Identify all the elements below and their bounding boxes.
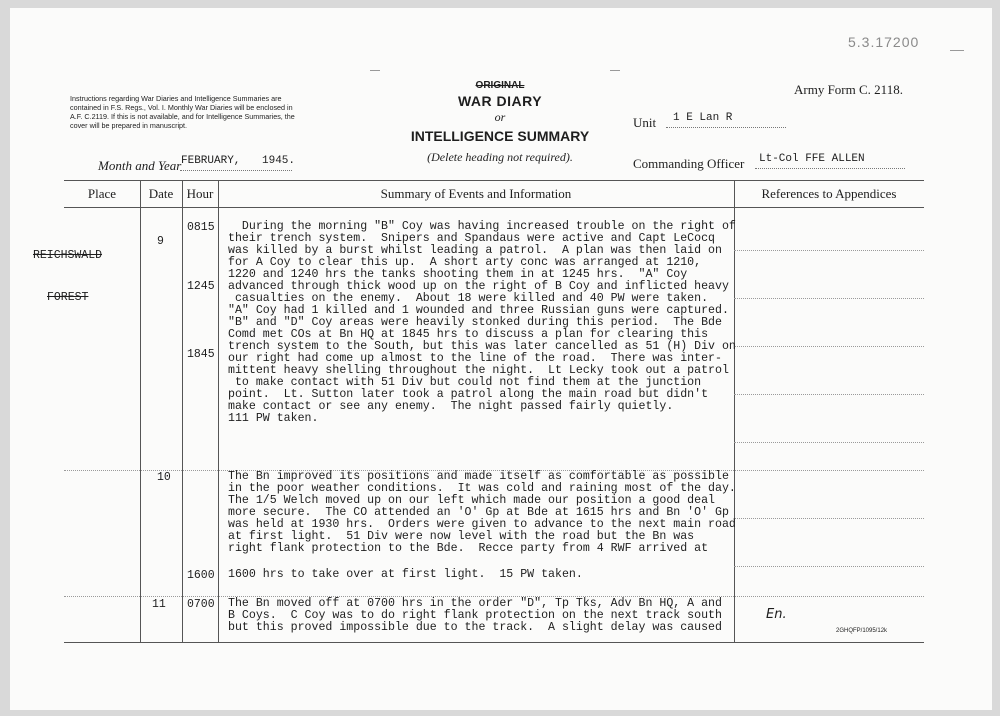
year-value: 1945. [262,155,296,167]
summary-line: During the morning "B" Coy was having increased trouble on the right of [228,220,736,233]
date-cell: 11 [152,598,166,611]
summary-line: their trench system. Snipers and Spandaus were active and Capt LeCocq [228,232,716,245]
commanding-officer-label: Commanding Officer [633,156,745,171]
summary-line: 111 PW taken. [228,412,319,425]
col-divider-hour [218,180,219,642]
date-cell: 10 [157,471,171,484]
summary-line: at first light. 51 Div were now level with the road but the Bn was [228,530,695,543]
title-delete-note: (Delete heading not required). [427,150,573,164]
unit-label: Unit [633,115,657,130]
archive-reference-number: 5.3.17200 [848,34,920,50]
summary-line: advanced through thick wood up on the right of B Coy and inflicted heavy [228,280,729,293]
unit-dotted-line [666,127,786,128]
margin-mark [610,70,620,71]
summary-line: our right had come up almost to the line of the road. There was inter- [228,352,722,365]
summary-line: but this proved impossible due to the track. A slight delay was caused [228,621,722,634]
summary-line: The 1/5 Welch moved up on our left which made our position a good deal [228,494,716,507]
print-code: 2GHQFP/1095/12k [836,628,888,634]
summary-line: "B" and "D" Coy areas were heavily stonked during this period. The Bde [228,316,722,329]
title-block [375,80,625,165]
title-or: or [494,110,506,124]
table-bottom-border [64,642,924,643]
summary-line: for A Coy to clear this up. A short arty conc was arranged at 1210, [228,256,702,269]
summary-line: point. Lt. Sutton later took a patrol along the main road but didn't [228,388,709,401]
col-divider-date [182,180,183,642]
co-dotted-line [755,168,905,169]
col-divider-place [140,180,141,642]
appendix-ruling [734,394,924,395]
month-value: FEBRUARY, [181,155,241,167]
margin-mark [370,70,380,71]
month-dotted-line [180,170,292,171]
commanding-officer-value: Lt-Col FFE ALLEN [759,153,865,165]
summary-line: mittent heavy shelling throughout the night. Lt Lecky took out a patrol [228,364,729,377]
place-line: REICHSWALD [33,249,103,262]
header-references: References to Appendices [761,186,897,201]
summary-line: was held at 1930 hrs. Orders were given to advance to the next main road [228,518,736,531]
table-header-border [64,207,924,208]
hour-cell: 0700 [187,598,215,611]
summary-line: make contact or see any enemy. The night passed fairly quietly. [228,400,674,413]
summary-line: The Bn moved off at 0700 hrs in the order "D", Tp Tks, Adv Bn HQ, A and [228,597,722,610]
summary-line: 1600 hrs to take over at first light. 15 PW taken. [228,568,583,581]
hour-cell: 1600 [187,569,215,582]
army-form-number: Army Form C. 2118. [794,82,903,97]
appendix-ruling [734,298,924,299]
appendix-ruling [734,442,924,443]
summary-line: The Bn improved its positions and made itself as comfortable as possible [228,470,729,483]
summary-line: "A" Coy had 1 killed and 1 wounded and three Russian guns were captured. [228,304,729,317]
hour-cell: 1245 [187,280,215,293]
summary-line: 1220 and 1240 hrs the tanks shooting them in at 1245 hrs. "A" Coy [228,268,688,281]
appendix-ruling [734,346,924,347]
title-intelligence-summary: INTELLIGENCE SUMMARY [410,128,590,144]
summary-line: B Coys. C Coy was to do right flank protection on the next track south [228,609,722,622]
place-line: FOREST [47,291,89,304]
appendix-ruling [734,566,924,567]
summary-line: trench system to the South, but this was later cancelled as 51 (H) Div on [228,340,736,353]
title-original: ORIGINAL [475,80,525,91]
summary-line: more secure. The CO attended an 'O' Gp at Bde at 1615 hrs and Bn 'O' Gp [228,506,729,519]
summary-line: to make contact with 51 Div but could not find them at the junction [228,376,702,389]
diary-page [10,8,992,710]
summary-line: was killed by a burst whilst leading a patrol. A plan was then laid on [228,244,722,257]
appendix-ruling [734,518,924,519]
header-summary: Summary of Events and Information [380,186,572,201]
header-date: Date [148,186,174,201]
header-place: Place [87,186,117,201]
title-war-diary: WAR DIARY [457,93,543,109]
place-cell [33,221,103,333]
handwritten-annotation: En. [766,607,787,622]
summary-line: Comd met COs at Bn HQ at 1845 hrs to discuss a plan for clearing this [228,328,709,341]
summary-line: right flank protection to the Bde. Recce party from 4 RWF arrived at [228,542,709,555]
appendix-ruling [734,250,924,251]
date-cell: 9 [157,235,164,248]
unit-value: 1 E Lan R [673,112,733,124]
instructions-note: Instructions regarding War Diaries and Intelligence Summaries are contained in F.S. Regs., Vol. I. Monthly War Diaries will be enclosed in A.F. C.2119. If this is not available, and for Intelligence Summaries, the cover will be prepared in manuscript. [70,94,295,130]
table-top-border [64,180,924,181]
header-hour: Hour [186,186,214,201]
hour-cell: 1845 [187,348,215,361]
summary-line: casualties on the enemy. About 18 were killed and 40 PW were taken. [228,292,709,305]
hour-cell: 0815 [187,221,215,234]
summary-line: in the poor weather conditions. It was cold and raining most of the day. [228,482,736,495]
margin-mark [950,50,964,51]
month-year-label: Month and Year [98,158,182,173]
